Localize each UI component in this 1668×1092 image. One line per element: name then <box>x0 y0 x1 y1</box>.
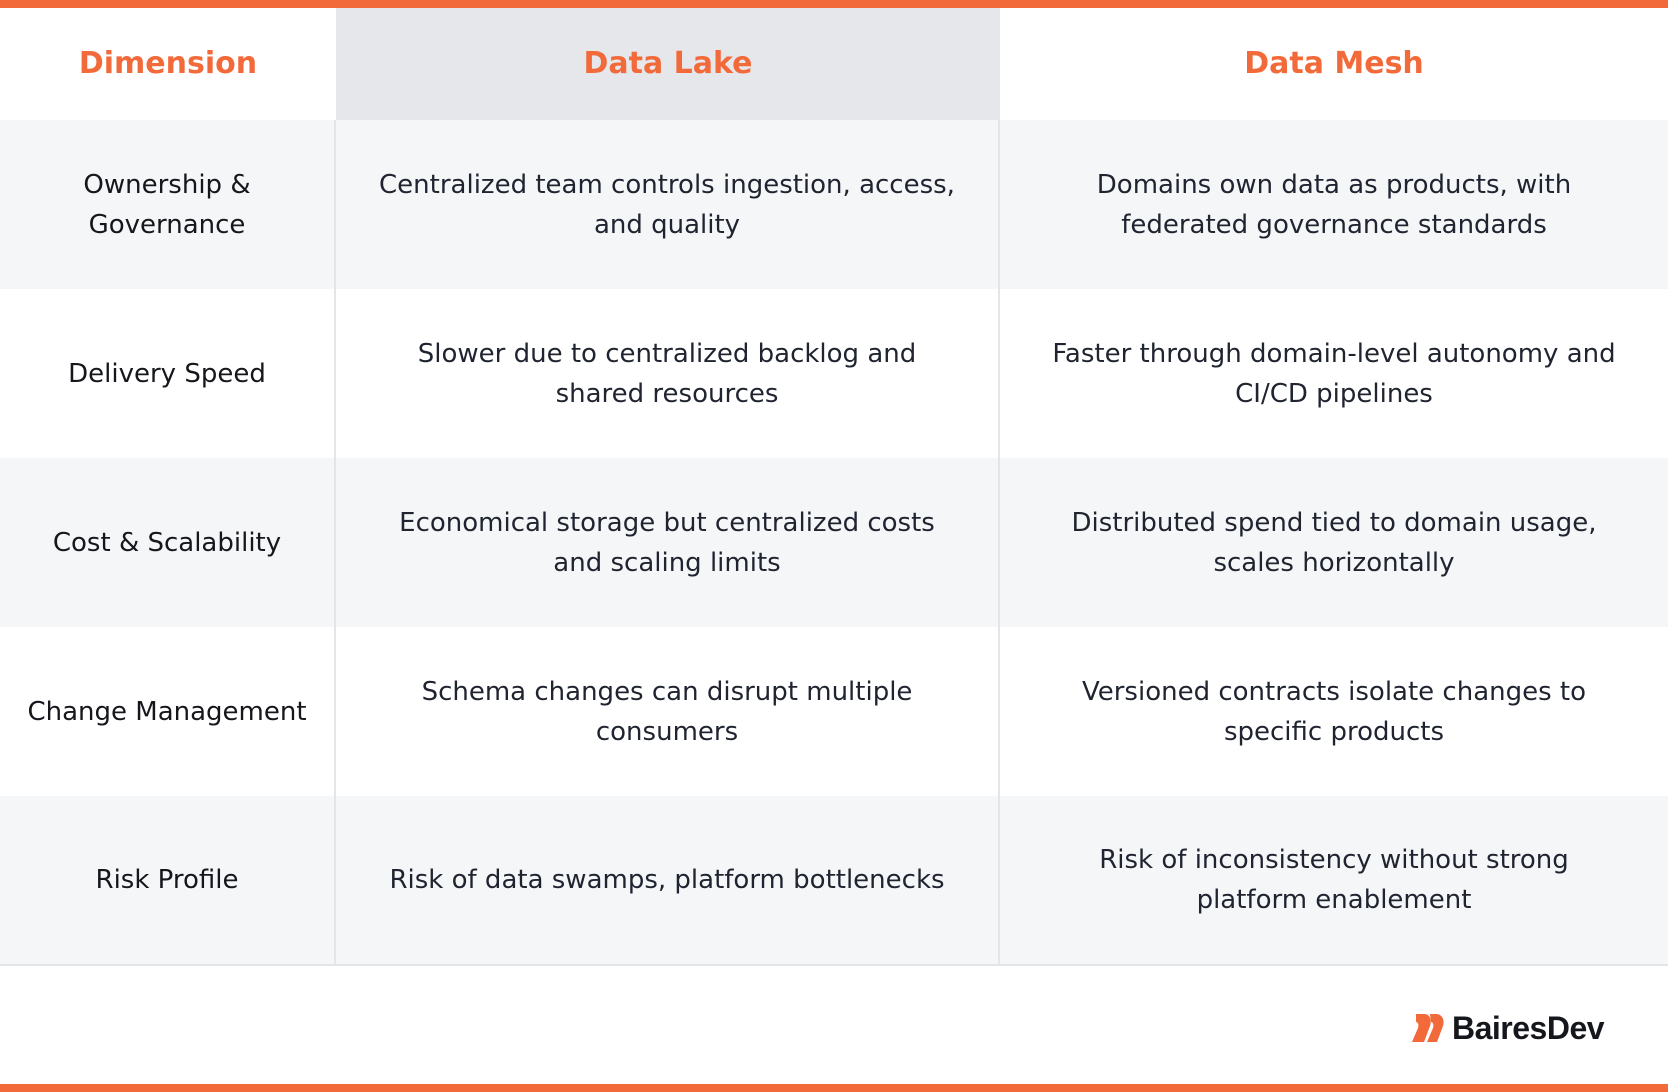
data-mesh-cell: Risk of inconsistency without strong platform enablement <box>1000 796 1668 964</box>
data-lake-cell: Risk of data swamps, platform bottlenecks <box>336 796 1000 964</box>
data-lake-cell: Economical storage but centralized costs and scaling limits <box>336 458 1000 627</box>
bairesdev-logo <box>1410 1008 1604 1048</box>
data-mesh-cell: Domains own data as products, with federated governance standards <box>1000 120 1668 289</box>
data-mesh-cell: Faster through domain-level autonomy and CI/CD pipelines <box>1000 289 1668 458</box>
data-lake-cell: Schema changes can disrupt multiple consumers <box>336 627 1000 796</box>
table-row <box>0 627 1668 796</box>
data-lake-cell: Centralized team controls ingestion, access, and quality <box>336 120 1000 289</box>
table-row <box>0 796 1668 966</box>
top-accent-bar <box>0 0 1668 8</box>
table-row <box>0 458 1668 627</box>
header-data-lake: Data Lake <box>336 8 1000 120</box>
brand-name: BairesDev <box>1452 1009 1605 1046</box>
data-lake-cell: Slower due to centralized backlog and shared resources <box>336 289 1000 458</box>
data-mesh-cell: Distributed spend tied to domain usage, scales horizontally <box>1000 458 1668 627</box>
dimension-cell: Cost & Scalability <box>0 458 336 627</box>
table-row <box>0 289 1668 458</box>
comparison-table <box>0 8 1668 966</box>
dimension-cell: Change Management <box>0 627 336 796</box>
header-dimension: Dimension <box>0 8 336 120</box>
bottom-accent-bar <box>0 1084 1668 1092</box>
dimension-cell: Risk Profile <box>0 796 336 964</box>
table-row <box>0 120 1668 289</box>
bairesdev-logo-icon <box>1410 1012 1446 1044</box>
header-data-mesh: Data Mesh <box>1000 8 1668 120</box>
data-mesh-cell: Versioned contracts isolate changes to specific products <box>1000 627 1668 796</box>
dimension-cell: Ownership & Governance <box>0 120 336 289</box>
table-header-row <box>0 8 1668 120</box>
dimension-cell: Delivery Speed <box>0 289 336 458</box>
